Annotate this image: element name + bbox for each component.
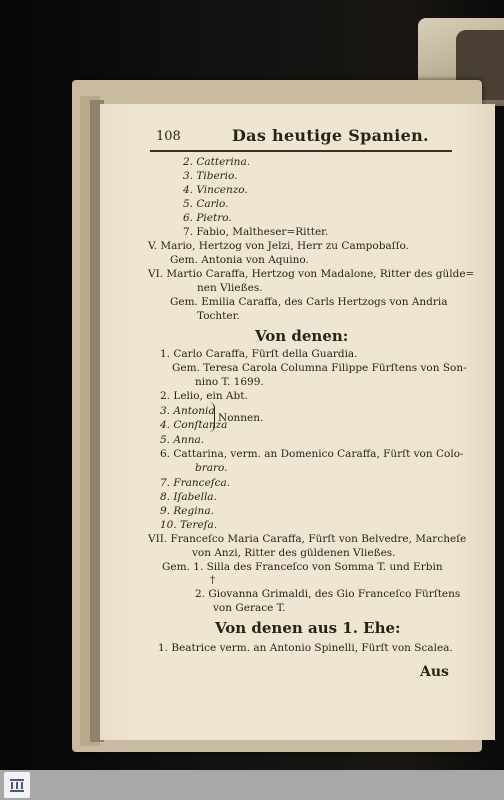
text-line: V. Mario, Hertzog von Jelzi, Herr zu Campobaſſo.	[148, 240, 409, 252]
text-line: 2. Giovanna Grimaldi, des Gio Franceſco Fürſtens	[195, 588, 461, 600]
text-line: braro.	[195, 462, 228, 474]
text-line: VI. Martio Caraffa, Hertzog von Madalone, Ritter des gülde=	[148, 268, 475, 280]
text-line: 10. Tereſa.	[160, 519, 218, 531]
text-line: 6. Cattarina, verm. an Domenico Caraffa, Fürſt von Colo-	[160, 448, 464, 460]
library-logo-icon[interactable]	[4, 772, 30, 798]
text-line: 4. Conſtanza	[160, 419, 228, 431]
viewer-footer-bar	[0, 770, 504, 800]
text-line: 7. Fabio, Maltheser=Ritter.	[183, 226, 329, 238]
text-line: Nonnen.	[218, 412, 264, 424]
section-heading: Von denen:	[255, 327, 349, 345]
text-line: 3. Antonia	[160, 405, 215, 417]
text-line: †	[210, 574, 216, 586]
brace-mark	[208, 402, 215, 432]
text-line: 1. Beatrice verm. an Antonio Spinelli, Fürſt von Scalea.	[158, 642, 453, 654]
text-line: Tochter.	[197, 310, 240, 322]
text-line: 3. Tiberio.	[183, 170, 238, 182]
page-header	[150, 126, 460, 152]
text-line: 6. Pietro.	[183, 212, 232, 224]
text-line: von Anzi, Ritter des güldenen Vließes.	[192, 547, 396, 559]
text-line: 4. Vincenzo.	[183, 184, 248, 196]
text-line: 5. Carlo.	[183, 198, 229, 210]
text-line: nino T. 1699.	[195, 376, 264, 388]
running-title: Das heutige Spanien.	[232, 126, 429, 145]
text-line: Gem. Emilia Caraffa, des Carls Hertzogs von Andria	[170, 296, 448, 308]
text-line: nen Vließes.	[197, 282, 263, 294]
header-rule	[150, 150, 452, 152]
text-line: Gem. 1. Silla des Franceſco von Somma T. und Erbin	[162, 561, 443, 573]
text-line: Gem. Antonia von Aquino.	[170, 254, 309, 266]
section-heading: Von denen aus 1. Ehe:	[215, 619, 401, 637]
text-line: 5. Anna.	[160, 434, 205, 446]
text-line: 2. Catterina.	[183, 156, 251, 168]
text-line: 2. Lelio, ein Abt.	[160, 390, 248, 402]
text-line: 7. Franceſca.	[160, 477, 231, 489]
catchword: Aus	[420, 664, 449, 680]
page-number: 108	[156, 129, 181, 144]
text-line: VII. Franceſco Maria Caraffa, Fürſt von Belvedre, Marcheſe	[148, 533, 467, 545]
text-line: 9. Regina.	[160, 505, 214, 517]
text-line: Gem. Teresa Carola Columna Filippe Fürſtens von Son-	[172, 362, 467, 374]
text-line: 1. Carlo Caraffa, Fürſt della Guardia.	[160, 348, 358, 360]
text-line: von Gerace T.	[213, 602, 286, 614]
text-line: 8. Iſabella.	[160, 491, 217, 503]
